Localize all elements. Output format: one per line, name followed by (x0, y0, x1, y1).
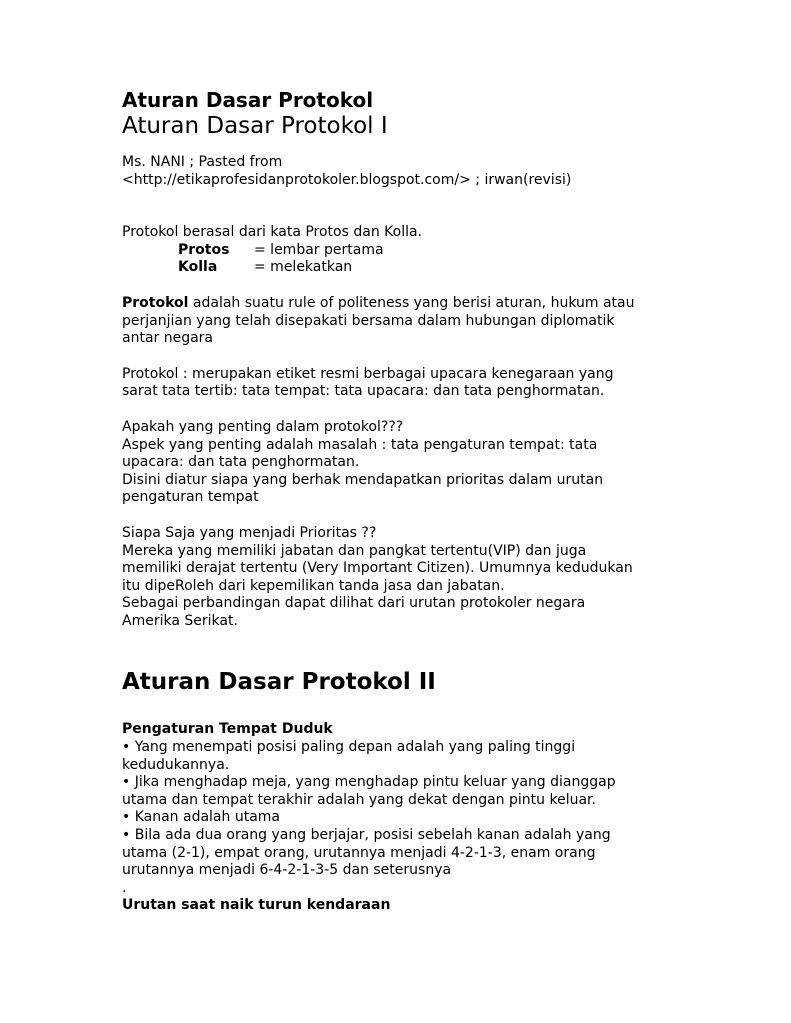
paragraph-line: Disini diatur siapa yang berhak mendapatkan prioritas dalam urutan (122, 471, 604, 488)
paragraph-line: memiliki derajat tertentu (Very Important Citizen). Umumnya kedudukan (122, 560, 633, 577)
definition-meaning: = melekatkan (254, 259, 353, 276)
list-item: • Jika menghadap meja, yang menghadap pintu keluar yang dianggap (122, 774, 616, 791)
definition-row (178, 259, 682, 277)
paragraph-text: adalah suatu rule of politeness yang berisi aturan, hukum atau (188, 294, 635, 311)
definition-term: Kolla (178, 259, 218, 276)
paragraph-protokol-definition (122, 295, 682, 313)
list-item: • Bila ada dua orang yang berjajar, posisi sebelah kanan adalah yang (122, 827, 611, 844)
list-item: • Yang menempati posisi paling depan adalah yang paling tinggi (122, 739, 576, 756)
source-line-2: <http://etikaprofesidanprotokoler.blogspot.com/> ; irwan(revisi) (122, 171, 572, 188)
vehicle-heading: Urutan saat naik turun kendaraan (122, 897, 391, 914)
document-title: Aturan Dasar Protokol (122, 88, 374, 112)
definition-term: Protos (178, 241, 230, 258)
paragraph-line: Siapa Saja yang menjadi Prioritas ?? (122, 524, 377, 541)
paragraph-line: Protokol : merupakan etiket resmi berbagai upacara kenegaraan yang (122, 365, 614, 382)
list-item: kedudukannya. (122, 756, 230, 773)
section-title-1: Aturan Dasar Protokol I (122, 113, 388, 139)
list-item: • Kanan adalah utama (122, 809, 280, 826)
paragraph-line: perjanjian yang telah disepakati bersama dalam hubungan diplomatik (122, 312, 615, 329)
paragraph-line: Mereka yang memiliki jabatan dan pangkat tertentu(VIP) dan juga (122, 542, 587, 559)
paragraph-line: sarat tata tertib: tata tempat: tata upacara: dan tata penghormatan. (122, 383, 605, 400)
list-item: utama (2-1), empat orang, urutannya menjadi 4-2-1-3, enam orang (122, 844, 596, 861)
paragraph-line: Sebagai perbandingan dapat dilihat dari urutan protokoler negara (122, 595, 586, 612)
section-title-2: Aturan Dasar Protokol II (122, 669, 436, 696)
paragraph-line: pengaturan tempat (122, 489, 259, 506)
separator-dot: . (122, 879, 127, 896)
source-line-1: Ms. NANI ; Pasted from (122, 154, 283, 170)
paragraph-line: Amerika Serikat. (122, 612, 238, 629)
list-item: utama dan tempat terakhir adalah yang dekat dengan pintu keluar. (122, 791, 596, 808)
list-item: urutannya menjadi 6-4-2-1-3-5 dan seterusnya (122, 862, 452, 879)
paragraph-line: itu dipeRoleh dari kepemilikan tanda jasa dan jabatan. (122, 577, 505, 594)
paragraph-line: Aspek yang penting adalah masalah : tata pengaturan tempat: tata (122, 436, 598, 453)
paragraph-line: Apakah yang penting dalam protokol??? (122, 418, 404, 435)
paragraph-line: antar negara (122, 330, 214, 347)
intro-text: Protokol berasal dari kata Protos dan Kolla. (122, 224, 423, 241)
definition-meaning: = lembar pertama (254, 241, 384, 258)
document-body (122, 88, 682, 915)
definition-row (178, 242, 682, 260)
bold-term: Protokol (122, 294, 189, 311)
paragraph-line: upacara: dan tata penghormatan. (122, 454, 360, 471)
seating-heading: Pengaturan Tempat Duduk (122, 721, 333, 738)
